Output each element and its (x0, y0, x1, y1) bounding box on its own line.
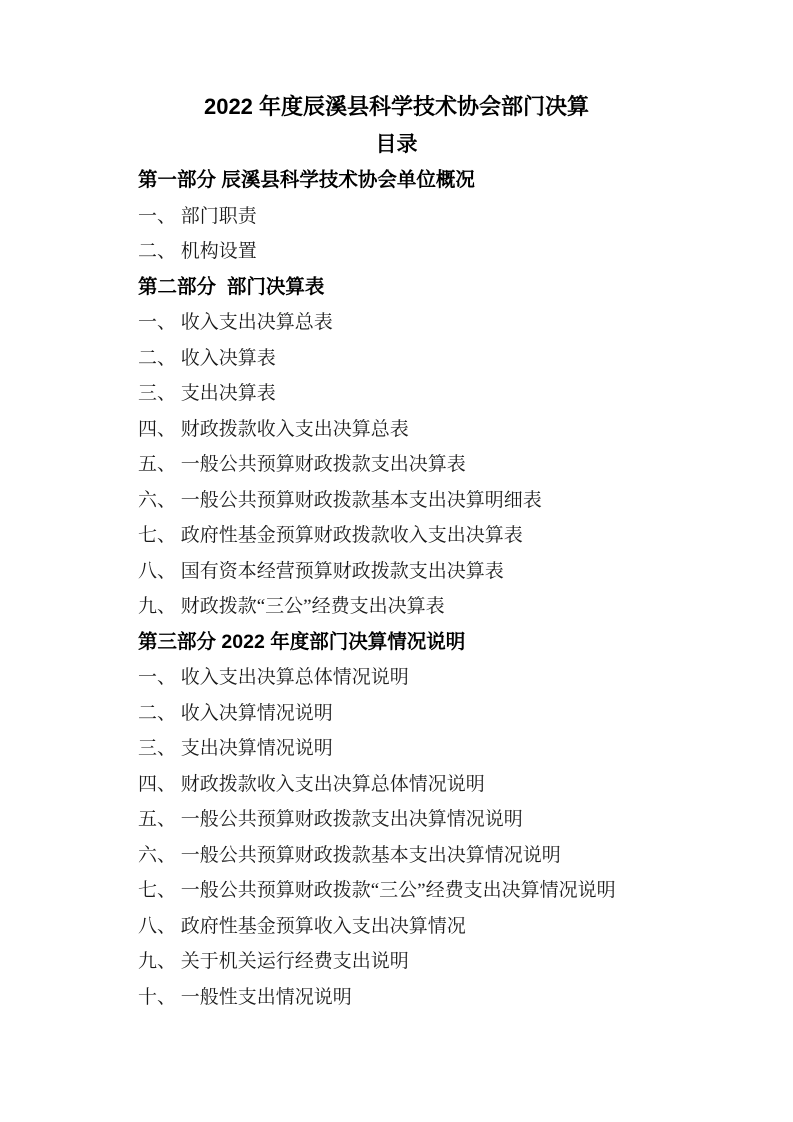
toc-item: 一、 部门职责 (138, 205, 257, 227)
toc-item: 七、 一般公共预算财政拨款“三公”经费支出决算情况说明 (138, 880, 616, 901)
toc-item: 六、 一般公共预算财政拨款基本支出决算情况说明 (138, 844, 561, 866)
section-heading: 第三部分 2022 年度部门决算情况说明 (138, 630, 466, 653)
section-heading: 第一部分 辰溪县科学技术协会单位概况 (138, 169, 475, 191)
toc-item: 二、 收入决算表 (138, 347, 276, 369)
toc-item: 八、 国有资本经营预算财政拨款支出决算表 (138, 560, 504, 582)
toc-sections (0, 163, 793, 1015)
toc-item: 一、 收入支出决算总体情况说明 (138, 667, 409, 688)
section-heading: 第二部分 部门决算表 (138, 275, 325, 298)
toc-item: 四、 财政拨款收入支出决算总体情况说明 (138, 773, 485, 795)
toc-item: 六、 一般公共预算财政拨款基本支出决算明细表 (138, 489, 542, 511)
toc-item: 九、 财政拨款“三公”经费支出决算表 (138, 596, 445, 617)
toc-item: 二、 机构设置 (138, 241, 257, 262)
toc-item: 三、 支出决算表 (138, 383, 276, 404)
toc-item: 九、 关于机关运行经费支出说明 (138, 951, 409, 972)
toc-item: 八、 政府性基金预算收入支出决算情况 (138, 915, 466, 937)
toc-heading: 目录 (375, 133, 418, 156)
toc-item: 四、 财政拨款收入支出决算总表 (138, 418, 409, 440)
toc-item: 一、 收入支出决算总表 (138, 312, 333, 333)
toc-item: 五、 一般公共预算财政拨款支出决算情况说明 (138, 809, 523, 830)
toc-item: 七、 政府性基金预算财政拨款收入支出决算表 (138, 525, 523, 546)
toc-item: 十、 一般性支出情况说明 (138, 986, 352, 1008)
toc-item: 三、 支出决算情况说明 (138, 738, 333, 759)
toc-item: 二、 收入决算情况说明 (138, 702, 333, 724)
document-title: 2022 年度辰溪县科学技术协会部门决算 (203, 94, 590, 119)
toc-item: 五、 一般公共预算财政拨款支出决算表 (138, 454, 466, 475)
